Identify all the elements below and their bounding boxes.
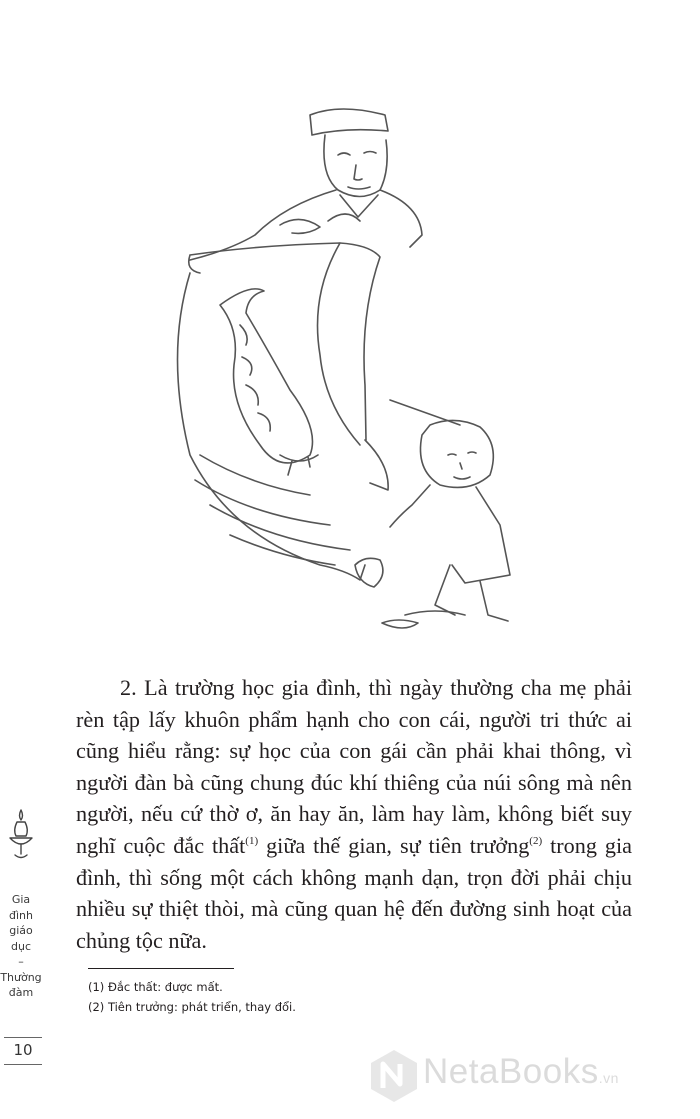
sidebar-title-line: – [18,955,24,968]
sidebar-book-title [0,892,42,1001]
footnote-2: (2) Tiên trưởng: phát triển, thay đổi. [88,1000,296,1014]
netabooks-watermark [366,1046,700,1106]
sidebar-title-line: đàm [8,986,34,999]
paragraph-text-part-3: trong gia đình, thì sống một cách không mạnh dạn, trọn đời phải chịu nhiều sự thiệt thòi, mà cũng quan hệ đến đường sinh hoạt của chủng tộc nữa. [76,832,632,953]
page-number: 10 [13,1041,33,1059]
footnote-ref-1[interactable]: (1) [245,834,259,847]
page-number-rule-top [4,1037,42,1038]
watermark-brand: NetaBooks [423,1052,599,1091]
scholar-and-child-painting-fish-illustration [160,95,540,655]
page-number-rule-bottom [4,1064,42,1065]
footnote-1: (1) Đắc thất: được mất. [88,980,223,994]
footnote-ref-2[interactable]: (2) [529,834,543,847]
watermark-suffix: .vn [598,1070,619,1086]
sidebar-title-line: Gia [11,893,31,906]
paragraph-text-part-2: giữa thế gian, sự tiên trưởng [258,832,530,858]
sidebar-title-line: giáo [9,924,33,937]
sidebar-title-line: đình [9,908,33,922]
netabooks-logo-icon [366,1046,422,1106]
footnote-separator [88,968,234,969]
sidebar-title-line: dục [10,939,31,953]
footnotes [88,977,296,1017]
main-paragraph [76,672,632,956]
watermark-text [423,1052,619,1092]
oil-lamp-icon [6,808,36,864]
paragraph-text-part-1: 2. Là trường học gia đình, thì ngày thường cha mẹ phải rèn tập lấy khuôn phẩm hạnh cho con cái, người tri thức ai cũng hiểu rằng: sự học của con gái cần phải khai thông, vì người đàn bà cũng chung đúc khí thiêng của núi sông mà nên người, nếu cứ thờ ơ, ăn hay ăn, làm hay làm, không biết suy nghĩ cuộc đắc thất [76,675,632,858]
sidebar-title-line: Thường [0,970,42,984]
